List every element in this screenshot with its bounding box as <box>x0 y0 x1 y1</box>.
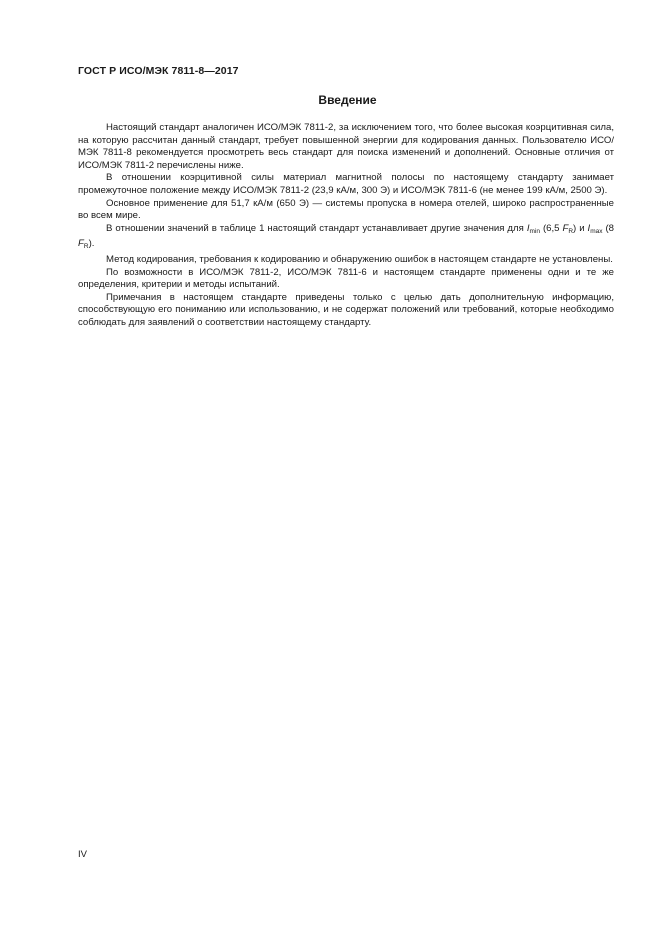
paragraph: По возможности в ИСО/МЭК 7811-2, ИСО/МЭК 7811-6 и настоящем стандарте применены одни и те же определения, критерии и методы испытаний. <box>78 266 614 291</box>
i-max-symbol: I <box>587 222 591 234</box>
i-min-value-close: ) и <box>573 222 588 234</box>
r-subscript: R <box>83 243 89 251</box>
i-max-value-open: (8 <box>602 222 615 234</box>
i-min-subscript: min <box>529 227 540 235</box>
r-subscript: R <box>568 227 574 235</box>
i-max-subscript: max <box>590 227 603 235</box>
section-title: Введение <box>318 93 377 107</box>
page-number: IV <box>78 849 87 860</box>
paragraph: Метод кодирования, требования к кодированию и обнаружению ошибок в настоящем стандарте не установлены. <box>106 253 613 265</box>
document-code: ГОСТ Р ИСО/МЭК 7811-8—2017 <box>78 65 239 77</box>
f-symbol: F <box>562 222 569 234</box>
paragraph: Примечания в настоящем стандарте приведены только с целью дать дополнительную информацию, способствующую его пониманию или использованию, и не содержат положений или требований, которые необходимо соблюдать для заявлений о соответствии настоящему стандарту. <box>78 291 614 328</box>
i-min-symbol: I <box>526 222 530 234</box>
paragraph-text: В отношении значений в таблице 1 настоящий стандарт устанавливает другие значения для <box>106 222 527 234</box>
paragraph: В отношении коэрцитивной силы материал магнитной полосы по настоящему стандарту занимает промежуточное положение между ИСО/МЭК 7811-2 (23,9 кА/м, 300 Э) и ИСО/МЭК 7811-6 (не менее 199 кА/м, 2500 Э). <box>78 172 614 196</box>
paragraph <box>78 223 614 254</box>
i-max-value-close: ). <box>88 238 95 250</box>
i-min-value-open: (6,5 <box>539 222 563 234</box>
body-text <box>78 122 614 330</box>
f-symbol: F <box>78 238 84 250</box>
paragraph: Настоящий стандарт аналогичен ИСО/МЭК 7811-2, за исключением того, что более высокая коэрцитивная сила, на которую рассчитан данный стандарт, требует повышенной энергии для кодирования данных. Пользователю ИСО/МЭК 7811-8 рекомендуется просмотреть весь стандарт для поиска изменений и дополнений. Основные отличия от ИСО/МЭК 7811-2 перечислены ниже. <box>78 122 614 171</box>
paragraph: Основное применение для 51,7 кА/м (650 Э) — системы пропуска в номера отелей, широко распространенные во всем мире. <box>78 197 614 222</box>
